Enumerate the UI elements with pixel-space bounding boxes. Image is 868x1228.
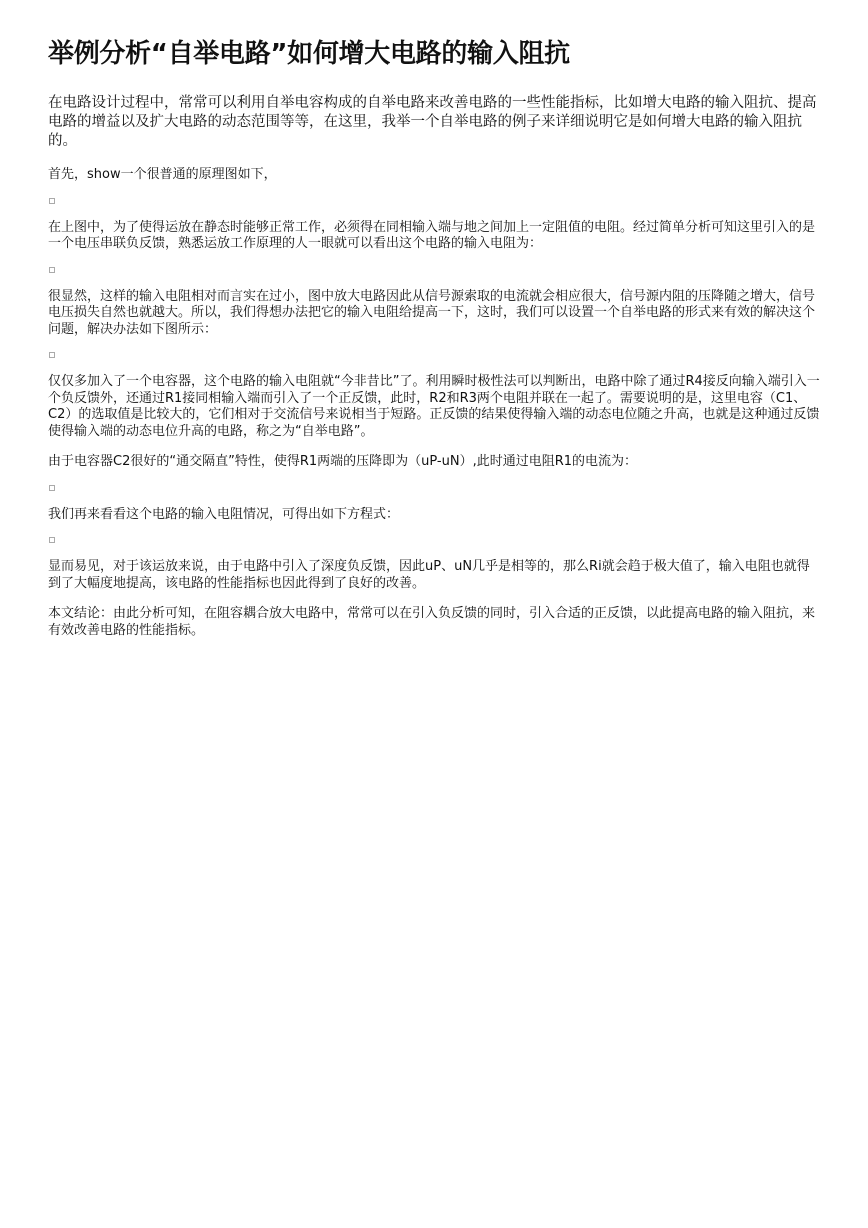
paragraph: 在上图中，为了使得运放在静态时能够正常工作，必须得在同相输入端与地之间加上一定阻值的电阻。经过简单分析可知这里引入的是一个电压串联负反馈，熟悉运放工作原理的人一眼就可以看出这个电路的输入电阻为： — [48, 219, 816, 251]
broken-image-icon — [49, 537, 55, 543]
article — [48, 36, 820, 653]
page-title: 举例分析“自举电路”如何增大电路的输入阻抗 — [48, 39, 570, 69]
paragraph: 仅仅多加入了一个电容器，这个电路的输入电阻就“今非昔比”了。利用瞬时极性法可以判断出，电路中除了通过R4接反向输入端引入一个负反馈外，还通过R1接同相输入端而引入了一个正反馈，此时，R2和R3两个电阻并联在一起了。需要说明的是，这里电容（C1、C2）的选取值是比较大的，它们相对于交流信号来说相当于短路。正反馈的结果使得输入端的动态电位随之升高，也就是这种通过反馈使得输入端的动态电位升高的电路，称之为“自举电路”。 — [48, 374, 820, 439]
broken-image-icon — [49, 485, 55, 491]
broken-image-icon — [49, 267, 55, 273]
broken-image-icon — [49, 352, 55, 358]
paragraph: 很显然，这样的输入电阻相对而言实在过小，图中放大电路因此从信号源索取的电流就会相应很大，信号源内阻的压降随之增大，信号电压损失自然也就越大。所以，我们得想办法把它的输入电阻给提高一下，这时，我们可以设置一个自举电路的形式来有效的解决这个问题，解决办法如下图所示： — [48, 288, 816, 337]
paragraph: 我们再来看看这个电路的输入电阻情况，可得出如下方程式： — [48, 506, 400, 522]
broken-image-icon — [49, 198, 55, 204]
intro-paragraph: 在电路设计过程中，常常可以利用自举电容构成的自举电路来改善电路的一些性能指标，比如增大电路的输入阻抗、提高电路的增益以及扩大电路的动态范围等等，在这里，我举一个自举电路的例子来详细说明它是如何增大电路的输入阻抗的。 — [48, 95, 817, 149]
paragraph: 由于电容器C2很好的“通交隔直”特性，使得R1两端的压降即为（uP-uN）,此时通过电阻R1的电流为： — [48, 454, 638, 469]
paragraph: 显而易见，对于该运放来说，由于电路中引入了深度负反馈，因此uP、uN几乎是相等的，那么Ri就会趋于极大值了，输入电阻也就得到了大幅度地提高，该电路的性能指标也因此得到了良好的改善。 — [48, 559, 810, 591]
conclusion-paragraph: 本文结论：由此分析可知，在阻容耦合放大电路中，常常可以在引入负反馈的同时，引入合适的正反馈，以此提高电路的输入阻抗，来有效改善电路的性能指标。 — [48, 606, 816, 638]
paragraph: 首先，show一个很普通的原理图如下， — [48, 167, 277, 182]
